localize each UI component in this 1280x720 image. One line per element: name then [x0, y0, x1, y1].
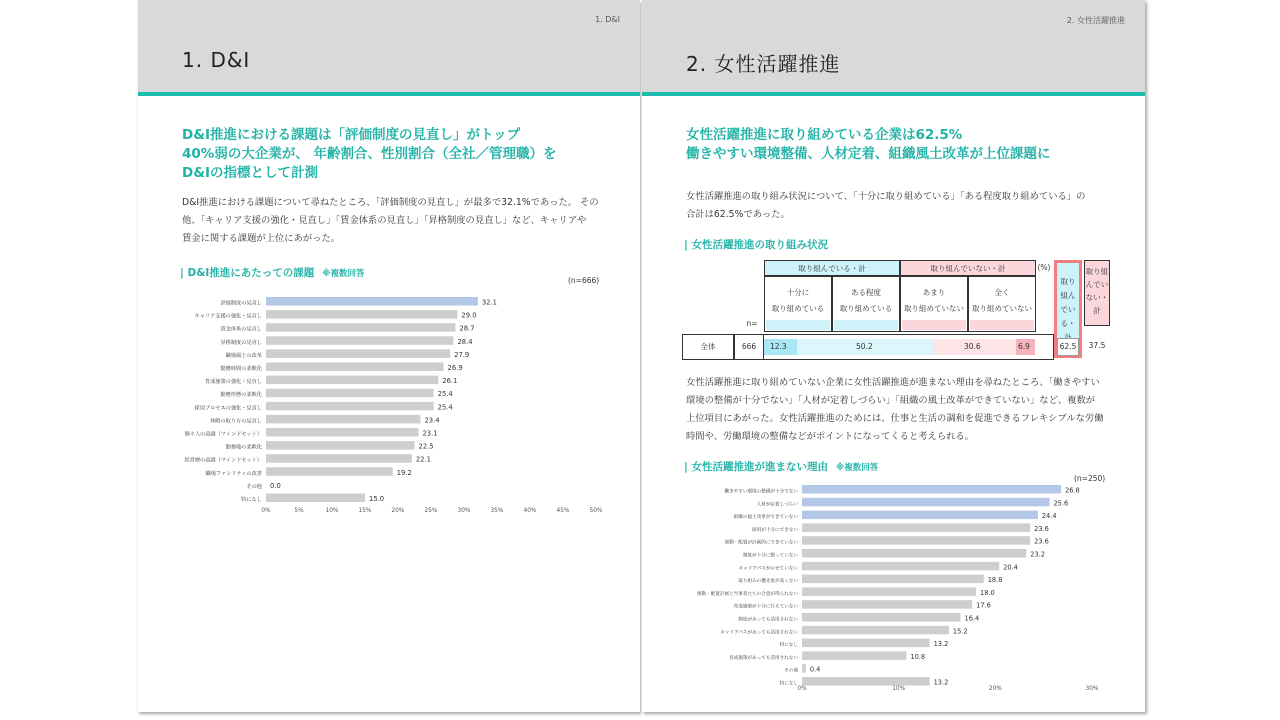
category-label: 育成施策が十分に行えていない [733, 604, 798, 610]
value-label: 20.4 [1003, 563, 1018, 572]
category-label: 昇格制度の見直し [220, 339, 262, 346]
body-line: 合計は62.5%であった。 [686, 209, 790, 220]
body-line: D&I推進における課題について尋ねたところ、「評価制度の見直し」が最多で32.1%であった。 その [182, 197, 599, 208]
status-table [680, 258, 1120, 362]
category-label: 育成施策があっても活用されない [729, 655, 798, 661]
column-header-line: あまり [922, 288, 946, 297]
x-tick-label: 40% [523, 508, 537, 514]
category-label: キャリアパスがあっても活用されない [720, 630, 798, 636]
page-title: 2. 女性活躍推進 [686, 52, 841, 76]
value-label: 17.6 [976, 601, 991, 610]
page-header [138, 0, 640, 96]
value-sum-no: 37.5 [1088, 341, 1106, 350]
stacked-bar-track [764, 334, 1054, 360]
section-heading [684, 237, 828, 252]
swatch-not-much [902, 320, 966, 330]
headline-line: D&Iの指標として計測 [182, 165, 319, 181]
value-label: 26.9 [447, 364, 463, 372]
bar [802, 536, 1030, 545]
sum-header-line: る・ [1060, 319, 1076, 328]
body-line: 時間や、労働環境の整備などがポイントになってくると考えられる。 [686, 431, 975, 442]
section-title: | 女性活躍推進の取り組み状況 [684, 239, 828, 251]
column-header-line: 取り組めている [771, 304, 825, 313]
value-somewhat: 50.2 [856, 342, 873, 351]
body-line: 上位項目にあがった。女性活躍推進のためには、仕事と生活の調和を促進できるフレキシブルな労働 [686, 413, 1104, 424]
bar [802, 639, 930, 648]
bar [802, 600, 972, 609]
row-n: 666 [734, 334, 764, 360]
reasons-bar-chart [642, 482, 1145, 704]
value-label: 18.0 [980, 588, 995, 597]
category-label: 育成施策の強化・見直し [204, 379, 262, 386]
bar [266, 376, 438, 385]
column-header-line: 取り組めていない [904, 304, 964, 313]
body-paragraph [182, 194, 599, 248]
bar [266, 297, 478, 306]
value-label: 28.4 [457, 337, 473, 346]
bar [802, 485, 1061, 494]
x-tick-label: 50% [589, 508, 603, 514]
category-label: 特になし [779, 643, 798, 649]
sample-size-label: (n=250) [1074, 474, 1106, 483]
value-label: 25.6 [1053, 499, 1069, 508]
sum-header-no [1084, 260, 1110, 326]
category-label: 制度があっても活用されない [738, 617, 798, 623]
group-header-yes: 取り組んでいる・計 [764, 260, 900, 276]
value-label: 22.5 [418, 442, 434, 451]
x-tick-label: 30% [457, 508, 471, 514]
category-label: 働きやすい環境の整備が十分でない [724, 489, 798, 495]
value-sum-yes: 62.5 [1057, 338, 1079, 356]
value-label: 23.1 [422, 429, 438, 438]
value-label: 25.4 [437, 403, 453, 412]
bar [266, 363, 444, 372]
category-label: 評価制度の見直し [220, 300, 262, 307]
column-header-line: 十分に [786, 288, 810, 297]
category-label: 人材が定着しづらい [756, 502, 798, 508]
bar [802, 575, 984, 584]
value-not-much: 30.6 [964, 342, 981, 351]
category-label: 採用プロセスの強化・見直し [194, 405, 262, 412]
category-label: 賃金体系の見直し [220, 326, 262, 333]
bar [266, 467, 393, 476]
bar [802, 549, 1026, 558]
category-label: 採用が十分にできない [752, 527, 798, 533]
sample-size-label: (n=666) [568, 276, 600, 285]
bar [802, 677, 930, 686]
bar [802, 664, 806, 673]
bar [802, 613, 961, 622]
category-label: キャリア支援の強化・見直し [194, 313, 262, 320]
value-label: 15.2 [952, 627, 968, 636]
bar [802, 626, 949, 635]
page-title: 1. D&I [182, 48, 251, 72]
value-label: 10.8 [910, 652, 926, 661]
bar [802, 562, 999, 571]
right-page [642, 0, 1145, 712]
value-label: 29.0 [461, 311, 477, 320]
section-title: | 女性活躍推進が進まない理由 [684, 461, 828, 473]
category-label: 休暇の取り方の見直し [210, 418, 262, 425]
x-tick-label: 0% [797, 686, 807, 692]
value-label: 32.1 [481, 298, 498, 307]
row-label: 全体 [682, 334, 734, 360]
value-label: 23.6 [1034, 537, 1049, 546]
headline-line: 40%弱の大企業が、 年齢割合、性別割合（全社／管理職）を [182, 146, 557, 162]
body-paragraph [686, 188, 1085, 224]
value-label: 28.7 [459, 324, 475, 333]
category-label: 経営層の意識（マインドセット） [184, 457, 262, 464]
value-label: 0.4 [809, 665, 821, 674]
column-header-line: ある程度 [851, 288, 881, 297]
page-header [642, 0, 1145, 96]
x-tick-label: 25% [424, 508, 438, 514]
category-label: 取り組みの優先度が高くない [738, 579, 798, 585]
body-paragraph [686, 374, 1104, 446]
x-tick-label: 30% [1085, 686, 1099, 692]
value-label: 25.4 [437, 390, 453, 399]
bar [266, 323, 455, 332]
value-label: 23.2 [1030, 550, 1045, 559]
section-heading [684, 459, 878, 474]
swatch-not-at-all [970, 320, 1034, 330]
value-label: 24.4 [1041, 512, 1057, 521]
value-label: 13.2 [933, 678, 949, 687]
section-note: ※複数回答 [322, 269, 365, 279]
value-label: 13.2 [933, 640, 949, 649]
body-line: 女性活躍推進に取り組めていない企業に女性活躍推進が進まない理由を尋ねたところ、「働きやすい [686, 377, 1100, 388]
issues-bar-chart [138, 290, 640, 520]
swatch-fully [766, 320, 830, 330]
bar [266, 494, 365, 503]
header-rule [138, 92, 640, 96]
category-label: 異動・配置が計画的にできていない [724, 540, 798, 546]
bar [266, 428, 418, 437]
column-header-line: 取り組めていない [972, 304, 1032, 313]
category-label: 制度が十分に整っていない [742, 553, 798, 559]
value-label: 27.9 [454, 350, 470, 359]
x-tick-label: 45% [556, 508, 570, 514]
section-heading [180, 265, 365, 280]
bar [266, 336, 453, 345]
headline-line: D&I推進における課題は「評価制度の見直し」がトップ [182, 127, 521, 143]
headline [182, 126, 557, 183]
bar [802, 651, 906, 660]
category-label: 勤務形態の柔軟化 [220, 392, 262, 399]
bar [802, 587, 976, 596]
value-label: 0.0 [270, 481, 281, 490]
headline-line: 女性活躍推進に取り組めている企業は62.5% [686, 127, 963, 143]
category-label: 組織の風土改革ができていない [733, 515, 798, 521]
x-tick-label: 20% [391, 508, 405, 514]
category-label: 勤務地の柔軟化 [225, 444, 262, 451]
value-label: 16.4 [964, 614, 980, 623]
category-label: 職場ファシリティの改善 [205, 470, 262, 477]
group-header-no: 取り組んでいない・計 [900, 260, 1036, 276]
value-fully: 12.3 [770, 342, 787, 351]
value-label: 23.6 [1034, 524, 1049, 533]
running-header: 2. 女性活躍推進 [1066, 16, 1125, 25]
value-label: 26.1 [442, 377, 458, 386]
bar [266, 441, 415, 450]
column-header-line: 全く [994, 288, 1010, 297]
header-rule [642, 92, 1145, 96]
n-header: n= [746, 319, 758, 328]
bar [802, 498, 1049, 507]
percent-unit: (%) [1037, 263, 1051, 272]
value-label: 26.8 [1065, 486, 1080, 495]
value-label: 23.4 [424, 416, 440, 425]
left-page [138, 0, 640, 712]
body-line: 女性活躍推進の取り組み状況について、「十分に取り組めている」「ある程度取り組めている」の [686, 191, 1086, 202]
value-label: 22.1 [415, 455, 432, 464]
value-label: 19.2 [396, 468, 412, 477]
bar [802, 523, 1030, 532]
value-not-at-all: 6.9 [1018, 342, 1030, 351]
running-header: 1. D&I [595, 15, 620, 24]
bar [266, 415, 420, 424]
category-label: 特になし [779, 681, 798, 687]
category-label: キャリアパスが示せていない [738, 566, 798, 572]
body-line: 賃金に関する課題が上位にあがった。 [182, 233, 341, 244]
sum-header-line: 取り [1060, 277, 1076, 286]
section-title: | D&I推進にあたっての課題 [180, 267, 315, 279]
x-tick-label: 10% [325, 508, 339, 514]
x-tick-label: 35% [490, 508, 504, 514]
x-tick-label: 0% [261, 508, 271, 514]
category-label: 特になし [241, 497, 262, 503]
bar [266, 310, 457, 319]
x-tick-label: 10% [892, 686, 906, 692]
x-tick-label: 20% [988, 686, 1002, 692]
category-label: 勤務時間の柔軟化 [220, 366, 262, 372]
value-label: 18.8 [987, 576, 1003, 585]
category-label: 職場風土の改革 [225, 352, 262, 359]
bar [266, 402, 434, 411]
sum-header-line: んでい [1085, 280, 1109, 289]
x-tick-label: 5% [294, 508, 304, 514]
section-note: ※複数回答 [836, 463, 879, 473]
body-line: 他、「キャリア支援の強化・見直し」「賃金体系の見直し」「昇格制度の見直し」など、キャリアや [182, 215, 587, 226]
value-label: 15.0 [369, 495, 385, 503]
category-label: その他 [246, 483, 262, 490]
body-line: 環境の整備が十分でない」「人材が定着しづらい」「組織の風土改革ができていない」など、複数が [686, 395, 1096, 406]
sum-header-line: ない・ [1085, 293, 1109, 302]
headline [686, 126, 1051, 164]
swatch-somewhat [834, 320, 898, 330]
sum-header-line: 組んでい [1060, 291, 1076, 314]
bar [802, 511, 1038, 519]
category-label: 個々人の意識（マインドセット） [184, 431, 262, 438]
headline-line: 働きやすい環境整備、人材定着、組織風土改革が上位課題に [686, 146, 1051, 162]
bar [266, 389, 434, 398]
bar [266, 349, 450, 358]
category-label: 異動・配置計画と当事者たちの合意が得られない [696, 591, 798, 597]
column-header-line: 取り組めている [839, 304, 893, 313]
bar [266, 454, 412, 463]
sum-header-line: 計 [1093, 306, 1101, 315]
sum-header-line: 取り組 [1085, 267, 1109, 276]
x-tick-label: 15% [358, 508, 372, 514]
category-label: その他 [784, 668, 798, 674]
